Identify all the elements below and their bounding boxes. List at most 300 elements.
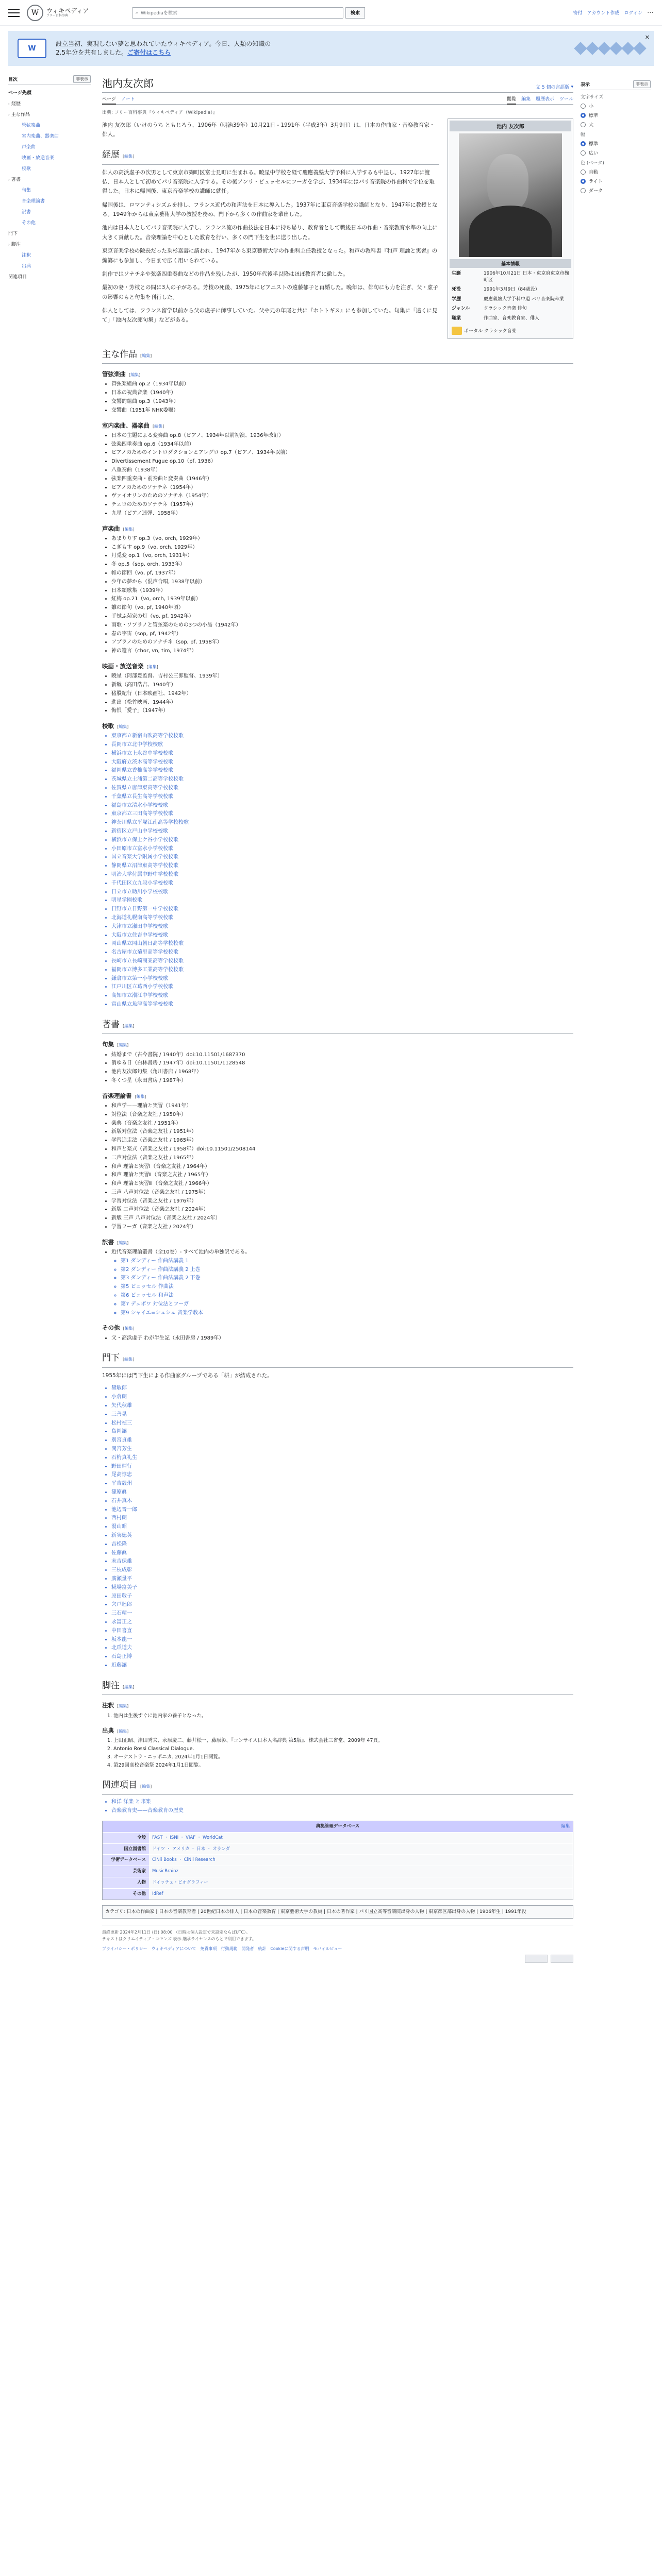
logo-subtitle: フリー百科事典 — [46, 13, 68, 18]
toc-item-label: 音楽理論書 — [22, 199, 45, 204]
chevron-right-icon[interactable]: › — [8, 113, 10, 117]
footnote-item: 1. 池内は生後すぐに池内家の養子となった。 — [113, 1712, 573, 1720]
work-item: • 進出（松竹映画、1944年） — [111, 699, 573, 707]
school-song-item[interactable]: • 明星学園校歌 — [111, 896, 573, 905]
authority-control-navbox — [102, 1821, 573, 1900]
toc-item-label: 管弦楽曲 — [22, 123, 41, 128]
school-song-item[interactable]: • 千葉県立長生高等学校校歌 — [111, 793, 573, 802]
school-song-item[interactable]: • 江戸川区立葛西小学校校歌 — [111, 983, 573, 992]
radio-icon[interactable] — [581, 170, 586, 175]
pupil-link[interactable]: • 三善晃 — [111, 1411, 573, 1419]
pupil-link[interactable]: • 間宮芳生 — [111, 1445, 573, 1454]
page-source-note: 出典: フリー百科事典『ウィキペディア（Wikipedia）』 — [102, 110, 218, 115]
radio-option[interactable] — [581, 112, 651, 118]
book-item: • 新版対位法（音楽之友社 / 1951年） — [111, 1128, 573, 1137]
radio-option[interactable] — [581, 187, 651, 194]
edit-film-link[interactable]: 編集 — [148, 665, 157, 669]
language-button[interactable] — [536, 83, 573, 90]
toc-item-label: ページ先頭 — [8, 91, 31, 96]
close-icon[interactable]: ✕ — [644, 34, 650, 41]
section-career-heading: 経歴 — [102, 149, 120, 160]
radio-option[interactable] — [581, 178, 651, 184]
school-song-item[interactable]: • 大津市立瀬田中学校校歌 — [111, 923, 573, 931]
school-song-item[interactable]: • 長崎市立長崎商業高等学校校歌 — [111, 957, 573, 966]
section-notes-a-heading: 注釈 — [102, 1702, 114, 1709]
theory-list — [111, 1102, 573, 1232]
main-menu-icon[interactable] — [8, 9, 20, 17]
chevron-right-icon[interactable]: › — [8, 102, 10, 106]
search-icon: ⌕ — [136, 10, 139, 15]
footer-link[interactable]: ウィキペディアについて — [151, 1946, 196, 1951]
work-item: • あまりりす op.3（vo, orch, 1929年） — [111, 535, 573, 544]
pupil-link[interactable]: • 野田暉行 — [111, 1463, 573, 1471]
pupils-list — [111, 1384, 573, 1670]
school-song-item[interactable]: • 神奈川県立平塚江南高等学校校歌 — [111, 819, 573, 827]
reference-item: 4. 第29回高校音楽祭 2024年1月1日閲覧。 — [113, 1761, 573, 1770]
navbox-row — [103, 1843, 573, 1855]
width-label: 幅 — [581, 132, 586, 138]
search-placeholder: Wikipediaを検索 — [141, 11, 177, 16]
book-item: • 和声 理論と実習Ⅱ（音楽之友社 / 1965年） — [111, 1171, 573, 1180]
navbox-group: その他 — [103, 1889, 149, 1900]
toc-item-label: 経歴 — [11, 101, 21, 107]
pupil-link[interactable]: • 近藤譲 — [111, 1662, 573, 1670]
work-item: • 月兎変 op.1（vo, orch, 1931年） — [111, 552, 573, 561]
tab-talk[interactable]: ノート — [121, 97, 135, 102]
navbox-edit-link[interactable]: 編集 — [560, 1823, 570, 1829]
translation-item[interactable]: ◦ 第6 ビュッセル 和声法 — [121, 1292, 573, 1300]
school-song-item[interactable]: • 静岡県立沼津東高等学校校歌 — [111, 862, 573, 871]
chamber-list — [111, 432, 573, 518]
edit-pupils-link[interactable]: 編集 — [124, 1357, 133, 1362]
section-notes-b-heading: 出典 — [102, 1726, 114, 1734]
school-song-item[interactable]: • 佐賀県立唐津東高等学校校歌 — [111, 784, 573, 793]
banner-donate-link[interactable]: ご寄付はこちら — [127, 49, 171, 56]
radio-option[interactable] — [581, 121, 651, 128]
radio-icon[interactable] — [581, 104, 586, 109]
pupil-link[interactable]: • 矢代秋雄 — [111, 1402, 573, 1411]
toc-item[interactable] — [8, 141, 91, 152]
infobox-value: 慶應義塾大学予科中退 パリ音楽院卒業 — [484, 296, 564, 302]
section-vocal-heading: 声楽曲 — [102, 524, 120, 532]
translation-item[interactable]: ◦ 第2 ダンディー 作曲法講義 2 上巻 — [121, 1266, 573, 1275]
infobox-row — [450, 314, 571, 324]
edit-see-link[interactable]: 編集 — [142, 1784, 151, 1789]
infobox-key: 生誕 — [452, 271, 461, 276]
toc-item[interactable] — [8, 260, 91, 271]
work-item: • 悔恨「愛子」（1947年） — [111, 707, 573, 716]
article-body: 池内 友次郎（いけのうち ともじろう、1906年（明治39年）10月21日 - 1991年（平成3年）3月9日）は、日本の作曲家・音楽教育家・俳人。 経歴 [編集] 俳人の高浜虚子の次男として東京市麹町区富士見町に生まれる。暁星中学校を経て慶應義塾大学予科に入学するも中退し、1927年に渡仏、日本人として初めてパリ音楽院に入学する。その後アンリ・ビュッセルにフーガを学び、1934年にはパリ音楽院の作曲科で学位を取得した。日本に帰国後、東京音楽学校の講師に就任。 帰国後は、ロマンティシズムを排し、フランス近代の和声法を日本に導入した。1937年に東京音楽学校の講師となり、1947年に教授となる。1949年からは東京藝術大学の教授を務め、門下から多くの作曲家を輩出した。 池内は日本人としてパリ音楽院に入学し、フランス流の作曲技法を日本に持ち帰り、教育者として戦後日本の作曲・音楽教育水準の向上に大きく貢献した。音楽理論を中心とした教育を行い、多くの門下生を世に送り出した。 東京音楽学校の院長だった乗杉嘉壽に請われ、1947年から東京藝術大学の作曲科主任教授となった。和声の教科書『和声 理論と実習』の編纂にも参加し、今日まで広く用いられている。 創作ではソナチネや弦楽四重奏曲などの作品を残したが、1950年代後半以降はほぼ教育者に徹した。 最初の妻・芳枝との間に3人の子がある。芳枝の死後、1975年にピアニストの遠藤郁子と再婚した。晩年は、俳句にも力を注ぎ、父・虚子の影響のもと句集を刊行した。 俳人としては、フランス留学以前から父の虚子に師事していた。父や兄の年尾と共に『ホトトギス』にも参加していた。句集に「遠くに見て」「池内友次郎句集」などがある。 — [102, 118, 439, 339]
edit-other-link[interactable]: 編集 — [124, 1326, 133, 1331]
toc-item-label: 主な作品 — [11, 112, 30, 117]
wikimedia-logo[interactable] — [525, 1955, 548, 1963]
section-theory-heading: 音楽理論書 — [102, 1092, 132, 1099]
school-song-item[interactable]: • 福岡市立博多工業高等学校校歌 — [111, 966, 573, 975]
navbox-row — [103, 1877, 573, 1888]
radio-label: ダーク — [589, 189, 603, 194]
toc-item[interactable] — [8, 249, 91, 260]
toc-item[interactable] — [8, 163, 91, 174]
work-item: • 交響曲（1951年 NHK委嘱） — [111, 406, 573, 415]
section-film-heading: 映画・放送音楽 — [102, 663, 144, 670]
translation-item[interactable]: ◦ 第7 デュボワ 対位法とフーガ — [121, 1300, 573, 1309]
work-item: • 猪股紀行（日本映画社、1942年） — [111, 690, 573, 699]
chevron-right-icon[interactable]: › — [8, 178, 10, 182]
radio-label: 標準 — [589, 113, 599, 118]
section-orch-heading: 管弦楽曲 — [102, 370, 126, 378]
career-paragraph: 創作ではソナチネや弦楽四重奏曲などの作品を残したが、1950年代後半以降はほぼ教育者に徹した。 — [102, 270, 349, 277]
pupil-link[interactable]: • 西村朗 — [111, 1514, 573, 1523]
toc-hide-button[interactable]: 非表示 — [73, 75, 91, 83]
radio-option[interactable] — [581, 140, 651, 147]
school-song-item[interactable]: • 福島市立清水小学校校歌 — [111, 802, 573, 810]
work-item: • ピアノのためのソナチネ（1954年） — [111, 484, 573, 493]
work-item: • 雛の節句（vo, pf, 1940年頃） — [111, 604, 573, 613]
career-paragraph: 俳人としては、フランス留学以前から父の虚子に師事していた。父や兄の年尾と共に『ホトトギス』にも参加していた。句集に「遠くに見て」「池内友次郎句集」などがある。 — [102, 308, 438, 324]
school-song-list — [111, 732, 573, 1009]
radio-icon[interactable] — [581, 179, 586, 184]
toc-item-label: 訳書 — [22, 210, 31, 215]
infobox-row — [450, 269, 571, 285]
edit-orch-link[interactable]: 編集 — [130, 372, 139, 378]
translation-item[interactable]: ◦ 第5 ビュッセル 作曲法 — [121, 1283, 573, 1292]
more-options-icon[interactable]: ⋯ — [647, 9, 654, 16]
chevron-right-icon[interactable]: › — [8, 243, 10, 247]
toc-item[interactable] — [8, 217, 91, 228]
pupil-link[interactable]: • 吉松隆 — [111, 1540, 573, 1549]
school-song-item[interactable]: • 大阪市立住吉中学校校歌 — [111, 931, 573, 940]
toc-item-label: 室内楽曲、器楽曲 — [22, 134, 59, 139]
school-song-item[interactable]: • 鎌倉市立第一小学校校歌 — [111, 975, 573, 984]
toc-item-label: 注釈 — [22, 253, 31, 258]
footer-link[interactable]: Cookieに関する声明 — [270, 1946, 309, 1951]
notes-b-list — [113, 1737, 573, 1770]
pupil-link[interactable]: • 小倉朗 — [111, 1393, 573, 1402]
radio-icon[interactable] — [581, 141, 586, 146]
site-header — [0, 0, 662, 26]
pupil-link[interactable]: • 尾高惇忠 — [111, 1471, 573, 1480]
appearance-hide-button[interactable]: 非表示 — [633, 80, 651, 88]
navbox-group: 人物 — [103, 1877, 149, 1888]
edit-notes-a-link[interactable]: 編集 — [119, 1704, 127, 1709]
pupil-link[interactable]: • 石桁真礼生 — [111, 1454, 573, 1463]
work-item: • 暁星（阿部豊監督、吉村公三郎監督、1939年） — [111, 672, 573, 681]
navbox-row — [103, 1854, 573, 1866]
toc-item[interactable] — [8, 271, 91, 282]
edit-notes-b-link[interactable]: 編集 — [119, 1728, 127, 1734]
license-text: テキストはクリエイティブ・コモンズ 表示-継承ライセンスのもとで利用できます。 — [102, 1937, 256, 1942]
toc-item-label: 映画・放送音楽 — [22, 156, 55, 161]
school-song-item[interactable]: • 岡山県立岡山朝日高等学校校歌 — [111, 940, 573, 948]
toc-item[interactable] — [8, 109, 91, 120]
edit-notes-link[interactable]: 編集 — [124, 1684, 133, 1689]
section-books-heading: 著書 — [102, 1019, 120, 1030]
banner-art — [576, 44, 644, 53]
book-item: • 和声 理論と実習Ⅲ（音楽之友社 / 1966年） — [111, 1180, 573, 1189]
tab-history[interactable]: 履歴表示 — [536, 97, 555, 102]
film-list — [111, 672, 573, 716]
tab-tools[interactable]: ツール — [559, 97, 573, 102]
music-portal-icon — [452, 327, 462, 335]
book-item: • 和声 理論と実習Ⅰ（音楽之友社 / 1964年） — [111, 1163, 573, 1172]
footer-link[interactable]: 免責事項 — [200, 1946, 217, 1951]
navbox-row — [103, 1888, 573, 1900]
career-paragraph: 最初の妻・芳枝との間に3人の子がある。芳枝の死後、1975年にピアニストの遠藤郁子と再婚した。晩年は、俳句にも力を注ぎ、父・虚子の影響のもと句集を刊行した。 — [102, 284, 438, 300]
book-item: • 二声対位法（音楽之友社 / 1965年） — [111, 1154, 573, 1163]
pupil-link[interactable]: • 坂本龍一 — [111, 1636, 573, 1645]
school-song-item[interactable]: • 千代田区立九段小学校校歌 — [111, 879, 573, 888]
school-song-item[interactable]: • 横浜市立上永谷中学校校歌 — [111, 750, 573, 758]
translation-item[interactable]: ◦ 第3 ダンディー 作曲法講義 2 下巻 — [121, 1274, 573, 1283]
globe-icon: W — [27, 5, 43, 21]
school-song-item[interactable]: • 富山県立魚津高等学校校歌 — [111, 1001, 573, 1009]
school-song-item[interactable]: • 日立市立助川小学校校歌 — [111, 888, 573, 897]
work-item: • 冬 op.5（sop, orch, 1933年） — [111, 561, 573, 569]
table-of-contents — [8, 66, 91, 1963]
radio-label: 標準 — [589, 142, 599, 147]
donate-link[interactable]: 寄付 — [573, 11, 583, 16]
school-song-item[interactable]: • 大阪府立茨木高等学校校歌 — [111, 758, 573, 767]
navbox-group: 国立図書館 — [103, 1844, 149, 1855]
edit-books-link[interactable]: 編集 — [124, 1023, 133, 1028]
school-song-item[interactable]: • 福岡県立香椎高等学校校歌 — [111, 767, 573, 775]
school-song-item[interactable]: • 東京都立三田高等学校校歌 — [111, 810, 573, 819]
section-trans-heading: 訳書 — [102, 1238, 114, 1246]
school-song-item[interactable]: • 国立音楽大学附属小学校校歌 — [111, 853, 573, 862]
pupil-link[interactable]: • 糀場富美子 — [111, 1584, 573, 1592]
pupil-link[interactable]: • 永冨正之 — [111, 1618, 573, 1627]
edit-career-link[interactable]: 編集 — [124, 154, 133, 159]
pupil-link[interactable]: • 中田喜直 — [111, 1627, 573, 1636]
tab-page[interactable]: ページ — [102, 95, 116, 105]
pupil-link[interactable]: • 原田敬子 — [111, 1592, 573, 1601]
work-item: • 八重奏曲（1938年） — [111, 466, 573, 475]
radio-icon[interactable] — [581, 188, 586, 193]
pupil-link[interactable]: • 石島正博 — [111, 1653, 573, 1662]
work-item: • 帷の節回（vo, pf, 1937年） — [111, 569, 573, 578]
pupil-link[interactable]: • 三石精一 — [111, 1609, 573, 1618]
login-link[interactable]: ログイン — [624, 11, 642, 16]
portrait-image[interactable] — [459, 133, 562, 257]
infobox-title: 池内 友次郎 — [450, 121, 571, 131]
school-song-item[interactable]: • 茨城県立土浦第二高等学校校歌 — [111, 775, 573, 784]
other-list — [111, 1334, 573, 1343]
create-account-link[interactable]: アカウント作成 — [587, 11, 620, 16]
work-item: • 日本の祝典音楽（1940年） — [111, 389, 573, 398]
orch-list — [111, 380, 573, 415]
wikipedia-logo[interactable] — [27, 5, 109, 21]
work-item: • こぎもす op.9（vo, orch, 1929年） — [111, 544, 573, 552]
school-song-item[interactable]: • 横浜市立保土ケ谷小学校校歌 — [111, 836, 573, 845]
pupil-link[interactable]: • 平吉毅州 — [111, 1480, 573, 1488]
pupils-intro: 1955年には門下生による作曲家グループである「耕」が結成された。 — [102, 1372, 273, 1379]
text-size-label: 文字サイズ — [581, 95, 604, 100]
infobox-key: 死没 — [452, 287, 461, 293]
school-song-item[interactable]: • 北海道札幌南高等学校校歌 — [111, 914, 573, 923]
toc-item[interactable] — [8, 174, 91, 184]
career-paragraph: 俳人の高浜虚子の次男として東京市麹町区富士見町に生まれる。暁星中学校を経て慶應義塾大学予科に入学するも中退し、1927年に渡仏、日本人として初めてパリ音楽院に入学する。その後アンリ・ビュッセルにフーガを学び、1934年にはパリ音楽院の作曲科で学位を取得した。日本に帰国後、東京音楽学校の講師に就任。 — [102, 169, 435, 195]
infobox-key: ジャンル — [452, 306, 470, 312]
school-song-item[interactable]: • 名古屋市立菊里高等学校校歌 — [111, 948, 573, 957]
career-paragraph: 池内は日本人としてパリ音楽院に入学し、フランス流の作曲技法を日本に持ち帰り、教育者として戦後日本の作曲・音楽教育水準の向上に大きく貢献した。音楽理論を中心とした教育を行い、多くの門下生を世に送り出した。 — [102, 225, 438, 241]
section-chamber-heading: 室内楽曲、器楽曲 — [102, 421, 150, 429]
infobox-row — [450, 295, 571, 304]
school-song-item[interactable]: • 高知市立潮江中学校校歌 — [111, 992, 573, 1001]
work-item: • 管弦楽組曲 op.2（1934年以前） — [111, 380, 573, 389]
section-school-heading: 校歌 — [102, 722, 114, 730]
toc-item[interactable] — [8, 206, 91, 217]
footer-link[interactable]: モバイルビュー — [313, 1946, 342, 1951]
navbox-links[interactable]: ドイッチェ・ビオグラフィー — [149, 1877, 573, 1888]
navbox-group: 学術データベース — [103, 1855, 149, 1866]
portal-link[interactable] — [452, 327, 569, 335]
trans-list — [111, 1248, 573, 1317]
toc-item[interactable] — [8, 87, 91, 98]
navbox-links[interactable]: MusicBrainz — [149, 1866, 573, 1877]
work-item: • 新戦（高田浩吉、1940年） — [111, 681, 573, 690]
radio-icon[interactable] — [581, 122, 586, 127]
toc-item[interactable] — [8, 98, 91, 109]
see-also-link[interactable]: • 音楽教育史——音楽教育の歴史 — [111, 1807, 573, 1816]
school-song-item[interactable]: • 新宿区立戸山中学校校歌 — [111, 827, 573, 836]
radio-label: 小 — [589, 104, 594, 109]
reference-item: 1. 上田正昭、津田秀夫、永原慶二、藤井松一、藤原彰、『コンサイス日本人名辞典 第5版』、株式会社三省堂、2009年 47頁。 — [113, 1737, 573, 1745]
radio-label: 自動 — [589, 170, 599, 175]
navbox-links[interactable]: CiNii Books ・ CiNii Research — [149, 1855, 573, 1866]
edit-trans-link[interactable]: 編集 — [119, 1240, 127, 1245]
infobox-key: 学歴 — [452, 296, 461, 302]
tab-edit[interactable]: 編集 — [521, 97, 531, 102]
school-song-item[interactable]: • 日野市立日野第一中学校校歌 — [111, 905, 573, 914]
see-also-link[interactable]: • 和洋 洋楽 と邦楽 — [111, 1798, 573, 1807]
search-button[interactable]: 検索 — [345, 7, 365, 19]
edit-haiku-link[interactable]: 編集 — [119, 1043, 127, 1048]
see-also-list — [111, 1798, 573, 1816]
tab-read[interactable]: 閲覧 — [507, 95, 516, 105]
book-item: • 消ゆる日（白林書房 / 1947年）doi:10.11501/1128548 — [111, 1059, 573, 1068]
page-title: 池内友次郎 — [102, 77, 154, 90]
toc-item[interactable] — [8, 152, 91, 163]
school-song-item[interactable]: • 明治大学付属中野中学校校歌 — [111, 871, 573, 879]
pupil-link[interactable]: • 廣瀬量平 — [111, 1575, 573, 1584]
school-song-item[interactable]: • 小田原市立富水小学校校歌 — [111, 845, 573, 854]
toc-item-label: 脚注 — [11, 242, 21, 247]
pupil-link[interactable]: • 末吉保雄 — [111, 1557, 573, 1566]
toc-item-label: 門下 — [8, 231, 18, 236]
search-input[interactable] — [132, 7, 343, 19]
footer-link[interactable]: プライバシー・ポリシー — [102, 1946, 147, 1951]
radio-icon[interactable] — [581, 150, 586, 156]
toc-item[interactable] — [8, 120, 91, 130]
translation-item[interactable]: ◦ 第1 ダンディー 作曲法講義 1 — [121, 1257, 573, 1266]
infobox — [448, 118, 573, 339]
work-item: • 雨歌・ソプラノと管弦楽のための3つの小品（1942年） — [111, 621, 573, 630]
banner-logo: W — [18, 39, 46, 58]
book-item: • 結婚まで（古今書院 / 1940年）doi:10.11501/1687370 — [111, 1051, 573, 1060]
appearance-panel — [573, 66, 651, 1963]
language-count: 5 個の言語版 — [541, 85, 570, 90]
pupil-link[interactable]: • 松村禎三 — [111, 1419, 573, 1428]
work-item: • チェロのためのソナチネ（1957年） — [111, 501, 573, 510]
work-item: • 神の遺言（chor, vn, tim, 1974年） — [111, 647, 573, 656]
pupil-link[interactable]: • 宍戸睦郎 — [111, 1601, 573, 1609]
radio-option[interactable] — [581, 103, 651, 109]
pupil-link[interactable]: • 別宮貞雄 — [111, 1436, 573, 1445]
section-see-heading: 関連項目 — [102, 1780, 137, 1791]
intro-paragraph: 池内 友次郎（いけのうち ともじろう、1906年（明治39年）10月21日 - 1991年（平成3年）3月9日）は、日本の作曲家・音楽教育家・俳人。 — [102, 122, 435, 138]
book-item: • 三声 八声対位法（音楽之友社 / 1975年） — [111, 1189, 573, 1197]
radio-label: 大 — [589, 123, 594, 128]
toc-item[interactable] — [8, 195, 91, 206]
book-item: • 学習追走法（音楽之友社 / 1965年） — [111, 1137, 573, 1145]
footer-link[interactable]: 行動規範 — [221, 1946, 238, 1951]
work-item: • ヴァイオリンのためのソナチネ（1954年） — [111, 492, 573, 501]
radio-option[interactable] — [581, 149, 651, 156]
book-item: • 和声学——理論と実習（1941年） — [111, 1102, 573, 1111]
section-notes-heading: 脚注 — [102, 1680, 120, 1691]
pupil-link[interactable]: • 黛敏郎 — [111, 1384, 573, 1393]
infobox-value: クラシック音楽 俳句 — [484, 306, 527, 312]
category-links[interactable]: カテゴリ: 日本の作曲家 | 日本の音楽教育者 | 20世紀日本の俳人 | 日本の音楽教育 | 東京藝術大学の教員 | 日本の著作家 | パリ国立高等音楽院出身の人物 | 東京都区部出身の人物 | 1906年生 | 1991年没 — [102, 1905, 573, 1919]
work-item: • 九星（ピアノ連弾、1958年） — [111, 510, 573, 518]
mediawiki-logo[interactable] — [551, 1955, 573, 1963]
radio-option[interactable] — [581, 168, 651, 175]
toc-item[interactable] — [8, 228, 91, 239]
toc-item[interactable] — [8, 130, 91, 141]
pupil-link[interactable]: • 島岡譲 — [111, 1428, 573, 1436]
book-item: • 学習対位法（音楽之友社 / 1976年） — [111, 1197, 573, 1206]
pupil-link[interactable]: • 北爪道夫 — [111, 1644, 573, 1653]
edit-chamber-link[interactable]: 編集 — [154, 423, 163, 429]
logo-title: ウィキペディア — [46, 7, 89, 14]
edit-school-link[interactable]: 編集 — [119, 724, 127, 730]
work-item: • 日本の主題による変奏曲 op.8（ピアノ、1934年以前初演、1936年改訂） — [111, 432, 573, 440]
edit-theory-link[interactable]: 編集 — [136, 1094, 145, 1099]
pupil-link[interactable]: • 池辺晋一郎 — [111, 1506, 573, 1515]
pupil-link[interactable]: • 新実徳英 — [111, 1532, 573, 1540]
book-item: • 新版 二声対位法（音楽之友社 / 2024年） — [111, 1206, 573, 1214]
pupil-link[interactable]: • 三枝成彰 — [111, 1566, 573, 1575]
footer-link[interactable]: 開発者 — [241, 1946, 254, 1951]
toc-item-label: 関連項目 — [8, 275, 27, 280]
infobox-row — [450, 285, 571, 295]
translation-item[interactable]: ◦ 第9 シャイエ=シュシュ 音楽学教本 — [121, 1309, 573, 1318]
edit-works-link[interactable]: 編集 — [142, 353, 151, 358]
pupil-link[interactable]: • 篠原眞 — [111, 1488, 573, 1497]
navbox-links[interactable]: ドイツ ・ アメリカ ・ 日本 ・ オランダ — [149, 1844, 573, 1855]
reference-item: 3. オーケストラ・ニッポニカ. 2024年1月1日閲覧。 — [113, 1753, 573, 1761]
chevron-down-icon: ▾ — [571, 84, 573, 90]
appearance-heading: 表示 — [581, 82, 590, 88]
toc-item[interactable] — [8, 184, 91, 195]
footer-link[interactable]: 統計 — [258, 1946, 267, 1951]
pupil-link[interactable]: • 佐藤眞 — [111, 1549, 573, 1558]
pupil-link[interactable]: • 石井真木 — [111, 1497, 573, 1506]
school-song-item[interactable]: • 長岡市立北中学校校歌 — [111, 741, 573, 750]
infobox-value: 1991年3月9日（84歳没） — [484, 287, 540, 293]
toc-item-label: 校歌 — [22, 166, 31, 172]
pupil-link[interactable]: • 湯山昭 — [111, 1523, 573, 1532]
book-item: • 新版 三声 八声対位法（音楽之友社 / 2024年） — [111, 1214, 573, 1223]
infobox-row — [450, 304, 571, 314]
navbox-links[interactable]: FAST ・ ISNI ・ VIAF ・ WorldCat — [149, 1833, 573, 1843]
radio-icon[interactable] — [581, 113, 586, 118]
navbox-links[interactable]: IdRef — [149, 1889, 573, 1900]
edit-vocal-link[interactable]: 編集 — [124, 527, 133, 532]
school-song-item[interactable]: • 東京都立新宿山吹高等学校校歌 — [111, 732, 573, 741]
toc-item[interactable] — [8, 239, 91, 249]
banner-text: 設立当初、実現しない夢と思われていたウィキペディア。今日、人類の知識の2.5年分を共有しました。 — [56, 40, 271, 56]
